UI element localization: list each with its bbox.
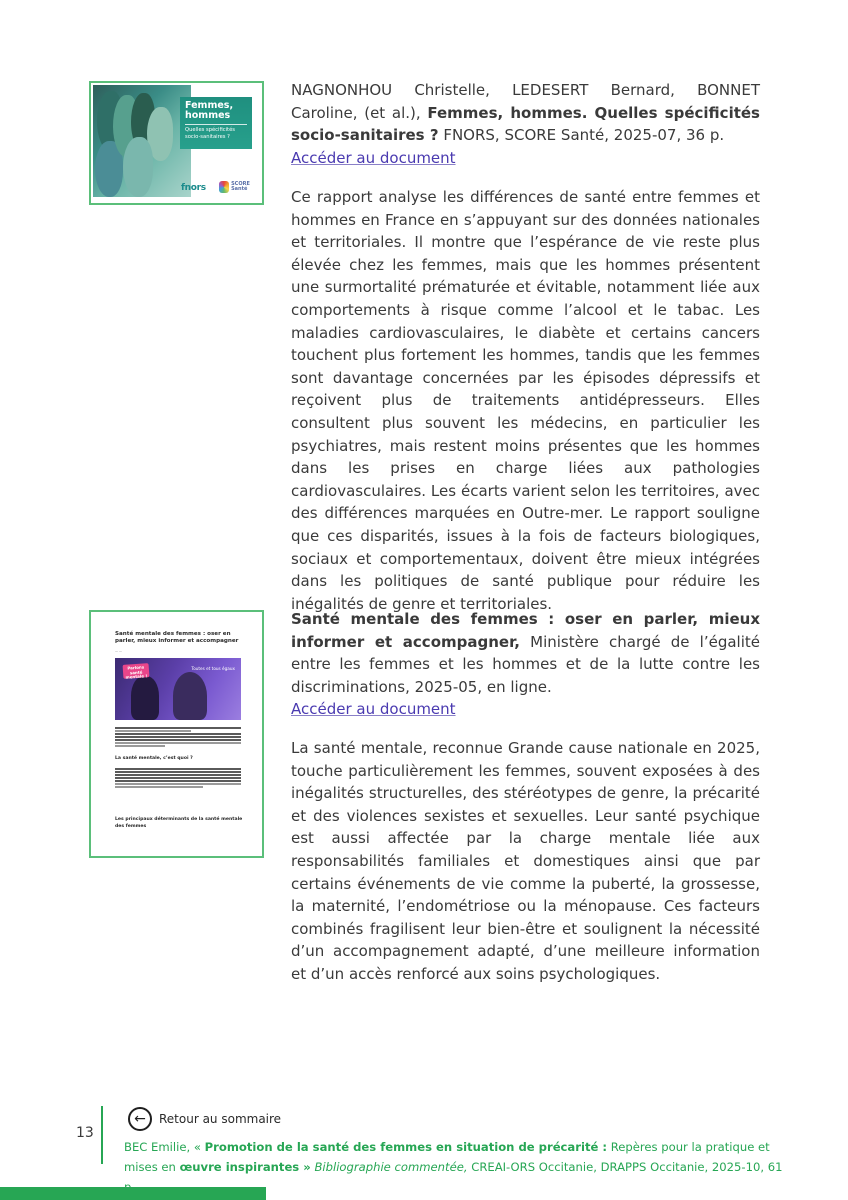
cover-illustration-faces (93, 85, 191, 197)
citation-publisher: CREAI-ORS Occitanie, DRAPPS Occitanie, 2025-10, 61 (471, 1160, 783, 1174)
entry-source: Ministère chargé de l’égalité entre les femmes et les hommes et de la lutte contre les discriminations, 2025-05, en ligne. (291, 632, 760, 696)
text-line (115, 727, 241, 729)
cover-text-block (115, 727, 241, 748)
text-line (115, 730, 191, 732)
cover-divider (185, 124, 247, 125)
citation-doc-type: Bibliographie commentée, (314, 1160, 468, 1174)
entry-title: Femmes, hommes. Quelles spécificités socio-sanitaires ? (291, 103, 760, 145)
arrow-left-circle-icon[interactable]: ← (128, 1107, 152, 1131)
face-illustration (123, 137, 153, 197)
text-line (115, 783, 241, 785)
entry-summary-1: Ce rapport analyse les différences de santé entre femmes et hommes en France en s’appuyant sur des données nationales et territoriales. Il montre que l’espérance de vie reste plus élevée chez les femmes, mais que les hommes présentent une surmortalité prématurée et évitable, notamment liée aux comportements à risque comme l’alcool et le tabac. Les maladies cardiovasculaires, le diabète et certains cancers touchent plus fortement les hommes, tandis que les femmes sont davantage concernées par les épisodes dépressifs et reçoivent plus de traitements antidépresseurs. Elles consultent plus souvent les médecins, en particulier les psychiatres, mais restent moins présentes que les hommes dans les prises en charge liées aux pathologies cardiovasculaires. Les écarts varient selon les territoires, avec des différences marquées en Outre-mer. Le rapport souligne que ces disparités, issues à la fois de facteurs biologiques, sociaux et comportementaux, doivent être mieux intégrées dans les politiques de santé publique pour réduire les inégalités de genre et territoriales. (291, 188, 760, 613)
cover-subtitle: Quelles spécificités socio-sanitaires ? (185, 127, 235, 140)
cover-badge: Parlons santé mentale ! (123, 663, 150, 679)
text-line (115, 780, 241, 782)
document-cover-femmes-hommes[interactable] (89, 81, 264, 205)
text-line (115, 736, 241, 738)
text-line (115, 771, 241, 773)
entry-source: FNORS, SCORE Santé, 2025-07, 36 p. (443, 126, 725, 145)
citation-subtitle: Repères pour la pratique et mises en (124, 1140, 770, 1174)
access-document-link[interactable]: Accéder au document (291, 700, 456, 719)
citation-author: BEC Emilie, « (124, 1140, 201, 1154)
text-line (115, 768, 241, 770)
entry-title: Santé mentale des femmes : oser en parler, mieux informer et accompagner, (291, 610, 760, 651)
text-line (115, 745, 165, 747)
score-sante-logo (219, 181, 262, 193)
person-illustration (173, 672, 207, 720)
footer-accent-bar (0, 1187, 266, 1200)
score-sante-logo-icon (219, 181, 229, 193)
text-line (115, 733, 241, 735)
back-to-contents-label[interactable]: Retour au sommaire (159, 1112, 282, 1126)
text-line (115, 777, 241, 779)
text-line (115, 739, 241, 741)
cover-section-heading: La santé mentale, c’est quoi ? (115, 756, 193, 761)
page-number: 13 (76, 1125, 94, 1141)
fnors-logo: fnors (181, 183, 206, 193)
bibliography-entry-1 (291, 79, 760, 169)
entry-authors: NAGNONHOU Christelle, LEDESERT Bernard, BONNET Caroline, (et al.), (291, 81, 760, 122)
text-line (115, 774, 241, 776)
cover-text-block (115, 768, 241, 789)
access-document-link[interactable]: Accéder au document (291, 148, 456, 167)
text-line (115, 742, 241, 744)
bibliography-entry-2 (291, 608, 760, 721)
text-line (115, 786, 203, 788)
cover-corner-text: Toutes et tous égaux (191, 666, 235, 671)
document-cover-sante-mentale[interactable] (89, 610, 264, 858)
cover-photo (115, 658, 241, 720)
cover-section-heading: Les principaux déterminants de la santé mentale des femmes (115, 817, 243, 829)
cover-title: Femmes, hommes (185, 100, 234, 121)
footer-divider (101, 1106, 103, 1164)
citation-title: Promotion de la santé des femmes en situation de précarité : (204, 1140, 608, 1154)
back-to-contents-link[interactable] (128, 1107, 281, 1131)
score-sante-logo-text: SCORE Santé (231, 180, 250, 192)
cover-title: Santé mentale des femmes : oser en parler, mieux informer et accompagner (115, 631, 239, 644)
person-illustration (131, 676, 159, 720)
entry-summary-2: La santé mentale, reconnue Grande cause nationale en 2025, touche particulièrement les femmes, souvent exposées à des inégalités structurelles, des stéréotypes de genre, la précarité et des violences sexistes et sexuelles. Leur santé psychique est aussi affectée par la charge mentale liée aux responsabilités familiales et domestiques ainsi que par certains événements de vie comme la puberté, la grossesse, la maternité, l’endométriose ou la ménopause. Ces facteurs combinés fragilisent leur bien-être et soulignent la nécessité d’un accompagnement adapté, d’une meilleure information et d’un accès renforcé aux soins psychologiques. (291, 739, 760, 983)
cover-title-panel (180, 97, 252, 149)
cover-date-line: — — (115, 649, 122, 653)
citation-title-end: œuvre inspirantes » (179, 1160, 311, 1174)
